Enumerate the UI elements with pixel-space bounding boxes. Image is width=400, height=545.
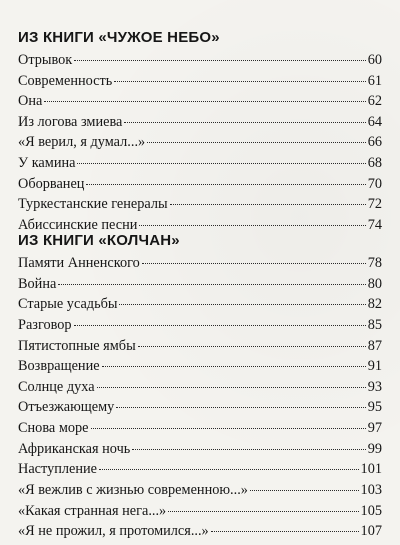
dot-leader <box>139 225 365 226</box>
page-number: 68 <box>367 154 382 171</box>
dot-leader <box>97 387 366 388</box>
toc-entry <box>18 71 382 92</box>
page-number: 82 <box>367 296 382 313</box>
toc-entry <box>18 377 382 398</box>
toc-entry <box>18 336 382 357</box>
page-number: 72 <box>367 196 382 213</box>
page-number: 107 <box>360 523 382 540</box>
page-number: 80 <box>367 275 382 292</box>
entry-title: Разговор <box>18 316 72 333</box>
dot-leader <box>91 428 366 429</box>
page-number: 95 <box>367 399 382 416</box>
toc-entry <box>18 132 382 153</box>
toc-section-kolchan <box>18 230 382 542</box>
entry-title: Пятистопные ямбы <box>18 337 136 354</box>
entry-title: Современность <box>18 72 113 89</box>
entry-title: Наступление <box>18 461 98 478</box>
dot-leader <box>124 122 365 123</box>
dot-leader <box>250 490 359 491</box>
entry-title: Она <box>18 93 43 110</box>
toc-entry <box>18 50 382 71</box>
section-heading: ИЗ КНИГИ «КОЛЧАН» <box>18 232 180 249</box>
dot-leader <box>138 346 366 347</box>
dot-leader <box>99 469 359 470</box>
page-number: 85 <box>367 316 382 333</box>
page-number: 61 <box>367 72 382 89</box>
toc-entry <box>18 356 382 377</box>
page-number: 97 <box>367 420 382 437</box>
entry-title: Туркестанские генералы <box>18 196 168 213</box>
page-number: 70 <box>367 175 382 192</box>
entry-title: Солнце духа <box>18 378 95 395</box>
entry-title: Оборванец <box>18 175 85 192</box>
page-number: 91 <box>367 358 382 375</box>
entry-title: Возвращение <box>18 358 100 375</box>
toc-entry <box>18 521 382 542</box>
entry-title: «Какая странная нега...» <box>18 502 167 519</box>
entry-title: Старые усадьбы <box>18 296 118 313</box>
page-number: 64 <box>367 113 382 130</box>
dot-leader <box>74 325 366 326</box>
dot-leader <box>132 449 365 450</box>
page-number: 99 <box>367 440 382 457</box>
toc-entry <box>18 397 382 418</box>
toc-entry <box>18 153 382 174</box>
toc-entry <box>18 418 382 439</box>
page-number: 87 <box>367 337 382 354</box>
toc-entry <box>18 253 382 274</box>
entry-title: Абиссинские песни <box>18 216 138 233</box>
dot-leader <box>211 531 359 532</box>
toc-entry <box>18 174 382 195</box>
dot-leader <box>147 142 366 143</box>
page-number: 93 <box>367 378 382 395</box>
toc-entry <box>18 91 382 112</box>
entry-title: «Я верил, я думал...» <box>18 134 146 151</box>
toc-entry <box>18 480 382 501</box>
entry-title: Памяти Анненского <box>18 255 140 271</box>
page-number: 74 <box>367 216 382 233</box>
dot-leader <box>102 366 366 367</box>
entry-title: «Я вежлив с жизнью современною...» <box>18 482 248 499</box>
toc-entry <box>18 501 382 522</box>
toc-section-chuzhoe-nebo <box>18 27 382 235</box>
toc-entry <box>18 112 382 133</box>
toc-entry <box>18 459 382 480</box>
toc-list <box>18 253 382 542</box>
entry-title: Африканская ночь <box>18 440 131 457</box>
page-number: 66 <box>367 134 382 151</box>
toc-entry <box>18 194 382 215</box>
dot-leader <box>77 163 365 164</box>
toc-entry <box>18 439 382 460</box>
dot-leader <box>142 263 366 264</box>
dot-leader <box>119 304 365 305</box>
entry-title: Отъезжающему <box>18 399 115 416</box>
page-number: 101 <box>360 461 382 478</box>
dot-leader <box>44 101 365 102</box>
entry-title: Из логова змиева <box>18 113 123 130</box>
toc-entry <box>18 274 382 295</box>
entry-title: Война <box>18 275 57 292</box>
dot-leader <box>58 284 365 285</box>
section-heading: ИЗ КНИГИ «ЧУЖОЕ НЕБО» <box>18 29 220 46</box>
dot-leader <box>74 60 365 61</box>
page-number: 105 <box>360 502 382 519</box>
toc-entry <box>18 315 382 336</box>
toc-list <box>18 50 382 235</box>
dot-leader <box>86 184 365 185</box>
entry-title: «Я не прожил, я протомился...» <box>18 523 209 540</box>
entry-title: У камина <box>18 154 76 171</box>
entry-title: Снова море <box>18 420 89 437</box>
entry-title: Отрывок <box>18 52 73 68</box>
page-number: 60 <box>367 52 382 68</box>
dot-leader <box>114 81 365 82</box>
toc-entry <box>18 294 382 315</box>
page-number: 62 <box>367 93 382 110</box>
dot-leader <box>170 204 366 205</box>
dot-leader <box>168 511 358 512</box>
page-number: 103 <box>360 482 382 499</box>
dot-leader <box>116 407 365 408</box>
page-number: 78 <box>367 255 382 271</box>
